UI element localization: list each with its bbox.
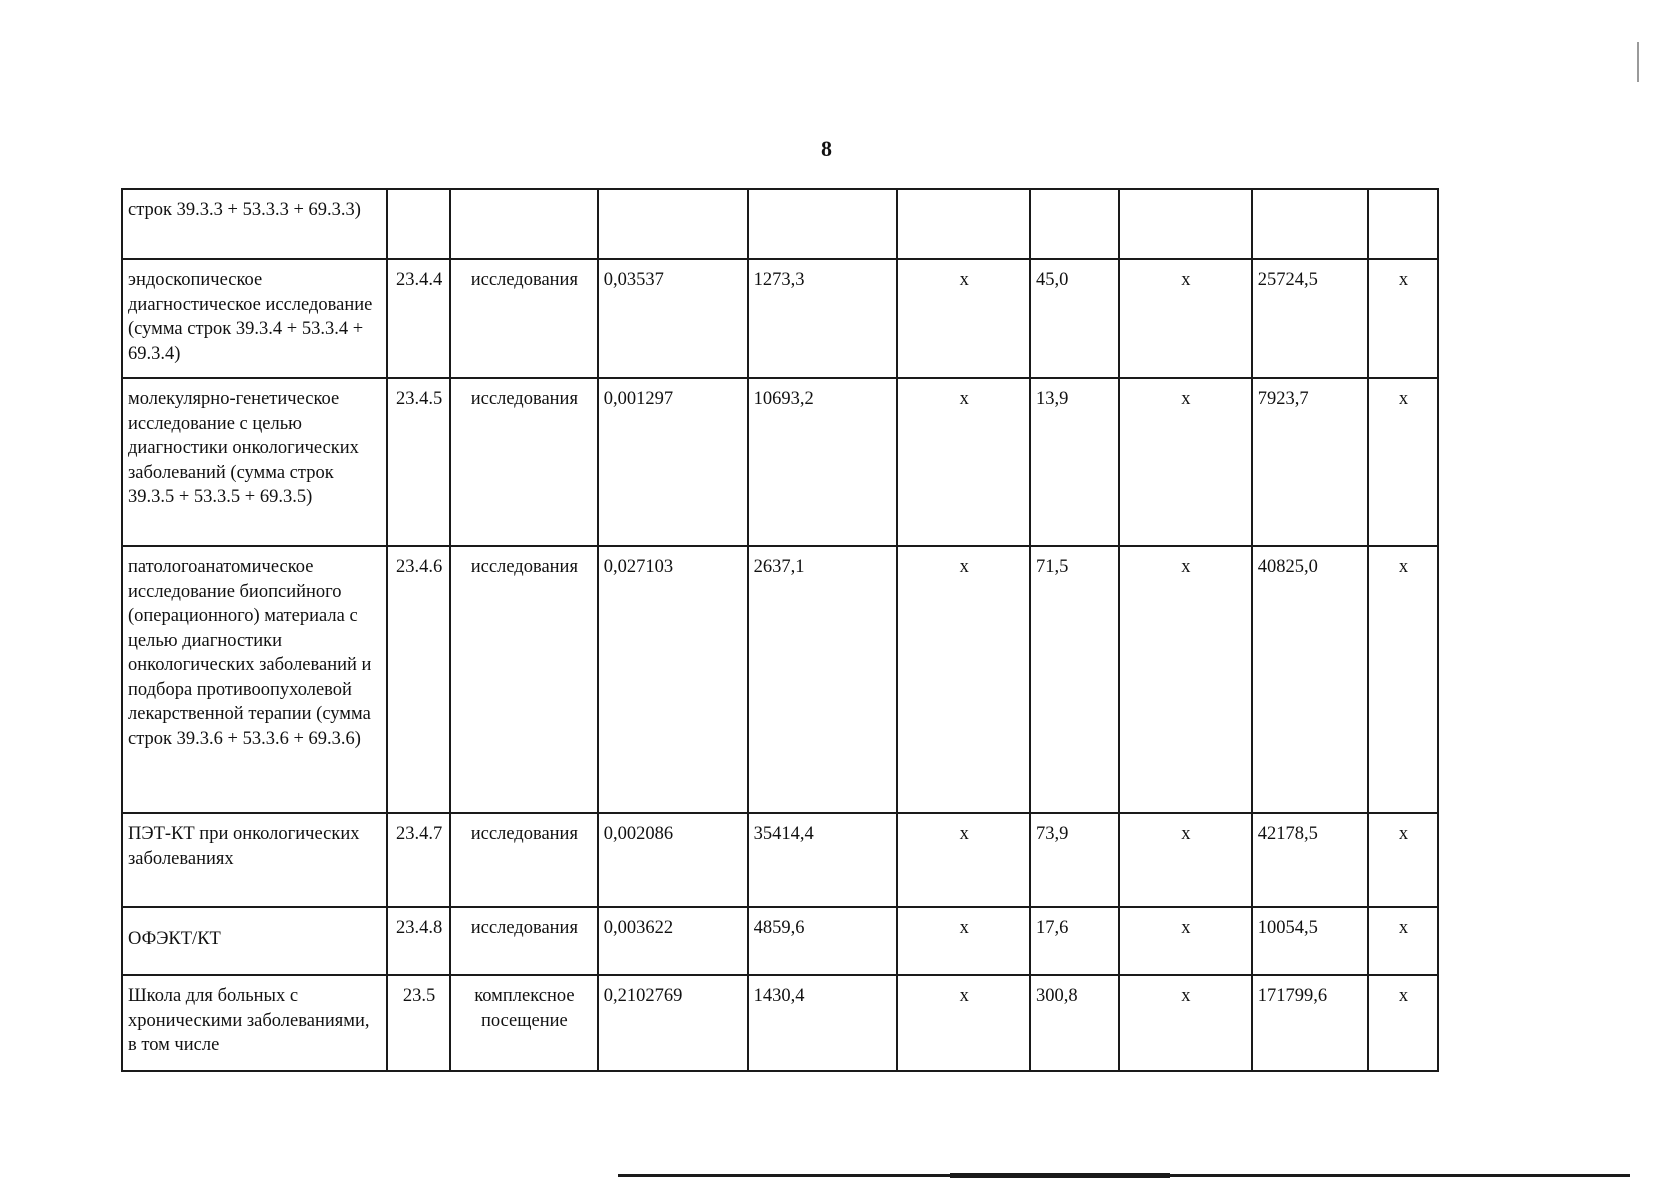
row-code-cell: 23.4.5 (387, 378, 450, 546)
row-value-cell: 1273,3 (748, 259, 898, 378)
row-unit-cell: исследования (450, 907, 598, 975)
row-value-cell: 0,001297 (598, 378, 748, 546)
row-name-cell: патологоанатомическое исследование биопсийного (операционного) материала с целью диагностики онкологических заболеваний и подбора противоопухолевой лекарственной терапии (сумма строк 39.3.6 + 53.3.6 + 69.3.6) (122, 546, 387, 813)
row-unit-cell: исследования (450, 546, 598, 813)
row-name-cell: ПЭТ-КТ при онкологических заболеваниях (122, 813, 387, 907)
row-unit-cell (450, 189, 598, 259)
row-unit-cell: комплексное посещение (450, 975, 598, 1071)
row-value-cell: 71,5 (1030, 546, 1119, 813)
row-value-cell: 0,002086 (598, 813, 748, 907)
row-value-cell: 40825,0 (1252, 546, 1368, 813)
row-value-cell: 45,0 (1030, 259, 1119, 378)
row-value-cell: 42178,5 (1252, 813, 1368, 907)
row-value-cell: х (897, 907, 1030, 975)
row-value-cell (1030, 189, 1119, 259)
row-value-cell: х (1368, 907, 1438, 975)
row-value-cell: 0,003622 (598, 907, 748, 975)
row-value-cell: х (1368, 975, 1438, 1071)
row-value-cell: х (897, 546, 1030, 813)
row-value-cell: х (1119, 259, 1252, 378)
row-value-cell (598, 189, 748, 259)
row-code-cell: 23.4.8 (387, 907, 450, 975)
scan-edge-mark (1637, 42, 1639, 82)
row-code-cell: 23.4.6 (387, 546, 450, 813)
row-value-cell: х (1368, 813, 1438, 907)
row-code-cell (387, 189, 450, 259)
row-name-cell: строк 39.3.3 + 53.3.3 + 69.3.3) (122, 189, 387, 259)
row-value-cell (748, 189, 898, 259)
row-value-cell: 35414,4 (748, 813, 898, 907)
row-value-cell: 2637,1 (748, 546, 898, 813)
footer-rule-thick (950, 1173, 1170, 1178)
row-value-cell (1252, 189, 1368, 259)
row-value-cell: 0,2102769 (598, 975, 748, 1071)
row-name-cell: эндоскопическое диагностическое исследование (сумма строк 39.3.4 + 53.3.4 + 69.3.4) (122, 259, 387, 378)
row-value-cell: х (897, 975, 1030, 1071)
row-value-cell (897, 189, 1030, 259)
row-value-cell: х (897, 259, 1030, 378)
row-value-cell: х (1119, 546, 1252, 813)
row-value-cell: х (1119, 378, 1252, 546)
page-number: 8 (821, 136, 832, 161)
row-value-cell: х (1368, 378, 1438, 546)
table-row (122, 546, 1438, 813)
table-row (122, 259, 1438, 378)
row-value-cell: 17,6 (1030, 907, 1119, 975)
row-name-cell: Школа для больных с хроническими заболеваниями, в том числе (122, 975, 387, 1071)
row-code-cell: 23.5 (387, 975, 450, 1071)
table-row (122, 907, 1438, 975)
row-value-cell: 4859,6 (748, 907, 898, 975)
row-name-cell: ОФЭКТ/КТ (122, 907, 387, 975)
row-value-cell: х (1119, 975, 1252, 1071)
row-value-cell: 13,9 (1030, 378, 1119, 546)
row-value-cell (1119, 189, 1252, 259)
row-code-cell: 23.4.7 (387, 813, 450, 907)
row-value-cell: 1430,4 (748, 975, 898, 1071)
row-value-cell: 10693,2 (748, 378, 898, 546)
table-row (122, 378, 1438, 546)
row-code-cell: 23.4.4 (387, 259, 450, 378)
table-row (122, 189, 1438, 259)
row-value-cell: х (1119, 813, 1252, 907)
row-name-cell: молекулярно-генетическое исследование с целью диагностики онкологических заболеваний (сумма строк 39.3.5 + 53.3.5 + 69.3.5) (122, 378, 387, 546)
row-value-cell: 300,8 (1030, 975, 1119, 1071)
row-value-cell: 10054,5 (1252, 907, 1368, 975)
row-unit-cell: исследования (450, 378, 598, 546)
data-table (121, 188, 1439, 1072)
row-unit-cell: исследования (450, 259, 598, 378)
row-value-cell: 73,9 (1030, 813, 1119, 907)
row-value-cell: 0,03537 (598, 259, 748, 378)
row-unit-cell: исследования (450, 813, 598, 907)
table-row (122, 975, 1438, 1071)
row-value-cell: 0,027103 (598, 546, 748, 813)
row-value-cell: х (897, 378, 1030, 546)
row-value-cell (1368, 189, 1438, 259)
row-value-cell: 7923,7 (1252, 378, 1368, 546)
row-value-cell: х (1368, 546, 1438, 813)
row-value-cell: 25724,5 (1252, 259, 1368, 378)
row-value-cell: 171799,6 (1252, 975, 1368, 1071)
row-value-cell: х (897, 813, 1030, 907)
table-row (122, 813, 1438, 907)
row-value-cell: х (1119, 907, 1252, 975)
row-value-cell: х (1368, 259, 1438, 378)
